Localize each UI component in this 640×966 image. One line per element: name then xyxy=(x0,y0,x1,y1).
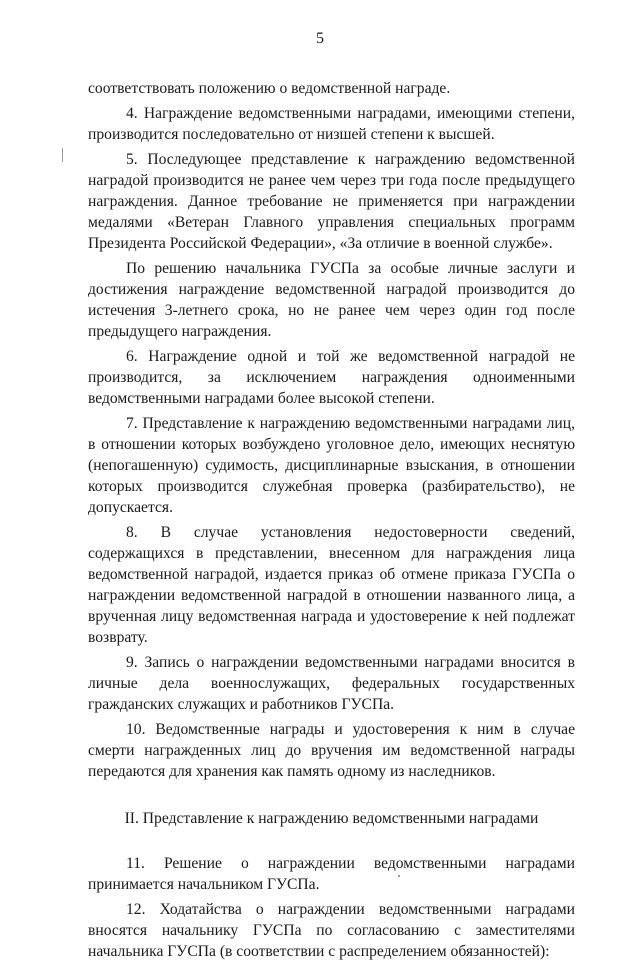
paragraph: 8. В случае установления недостоверности сведений, содержащихся в представлении, внесенном для награждения лица ведомственной наградой, издается приказ об отмене приказа ГУСПа о награждении ведомственной наградой в отношении названного лица, а врученная лицу ведомственная награда и удостоверение к ней подлежат возврату. xyxy=(88,524,575,646)
paragraph: 4. Награждение ведомственными наградами, имеющими степени, производится последовательно от низшей степени к высшей. xyxy=(88,105,575,143)
paragraphs-part1 xyxy=(88,78,575,782)
margin-mark xyxy=(62,148,63,162)
paragraph: 11. Решение о награждении ведомственными наградами принимается начальником ГУСПа. xyxy=(88,855,575,893)
paragraph: 6. Награждение одной и той же ведомственной наградой не производится, за исключением награждения одноименными ведомственными наградами более высокой степени. xyxy=(88,348,575,407)
paragraphs-part2 xyxy=(88,853,575,962)
document-body xyxy=(88,78,575,966)
page-number: 5 xyxy=(316,30,324,47)
paragraph: 12. Ходатайства о награждении ведомственными наградами вносятся начальнику ГУСПа по согласованию с заместителями начальника ГУСПа (в соответствии с распределением обязанностей): xyxy=(88,901,575,960)
paragraph: 9. Запись о награждении ведомственными наградами вносится в личные дела военнослужащих, федеральных государственных гражданских служащих и работников ГУСПа. xyxy=(88,654,575,713)
paragraph: По решению начальника ГУСПа за особые личные заслуги и достижения награждение ведомственной наградой производится до истечения 3-летнего срока, но не ранее чем через один год после предыдущего награждения. xyxy=(88,260,575,340)
paragraph: 7. Представление к награждению ведомственными наградами лиц, в отношении которых возбуждено уголовное дело, имеющих неснятую (непогашенную) судимость, дисциплинарные взыскания, в отношении которых производится служебная проверка (разбирательство), не допускается. xyxy=(88,415,575,516)
paragraph: 5. Последующее представление к награждению ведомственной наградой производится не ранее чем через три года после предыдущего награждения. Данное требование не применяется при награждении медалями «Ветеран Главного управления специальных программ Президента Российской Федерации», «За отличие в военной службе». xyxy=(88,151,575,252)
paragraph: 10. Ведомственные награды и удостоверения к ним в случае смерти награжденных лиц до вручения им ведомственной награды передаются для хранения как память одному из наследников. xyxy=(88,721,575,780)
section-heading: II. Представление к награждению ведомственными наградами xyxy=(124,810,539,827)
paragraph: соответствовать положению о ведомственной награде. xyxy=(88,80,451,97)
